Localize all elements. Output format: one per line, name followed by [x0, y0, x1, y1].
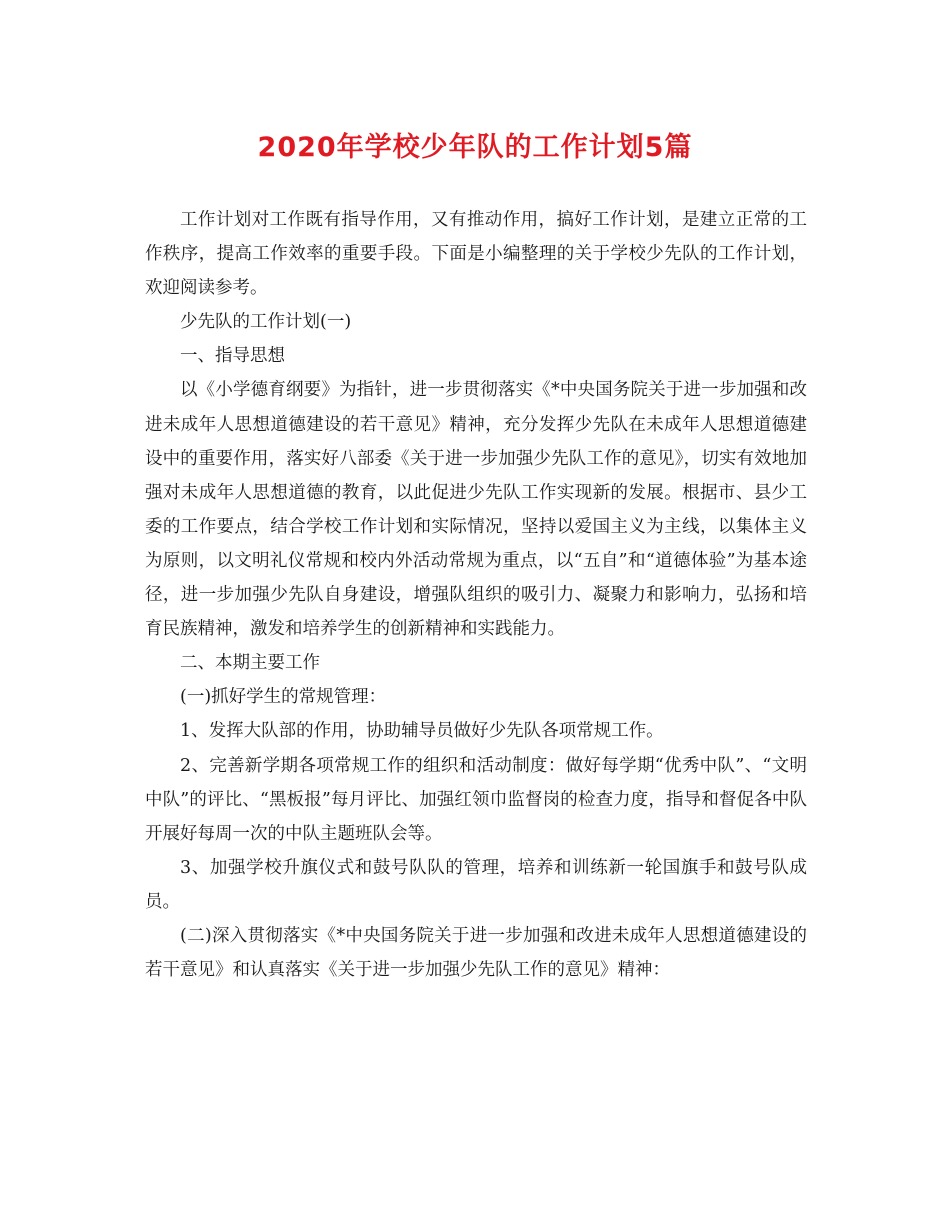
paragraph-item-1: 1、发挥大队部的作用，协助辅导员做好少先队各项常规工作。 [180, 721, 664, 742]
paragraph-intro: 工作计划对工作既有指导作用，又有推动作用，搞好工作计划，是建立正常的工作秩序，提高工作效率的重要手段。下面是小编整理的关于学校少先队的工作计划，欢迎阅读参考。 [145, 210, 807, 299]
paragraph-subheading-implement: (二)深入贯彻落实《*中央国务院关于进一步加强和改进未成年人思想道德建设的若干意见》和认真落实《关于进一步加强少先队工作的意见》精神： [145, 925, 807, 981]
document-body [145, 203, 807, 987]
document-title: 2020年学校少年队的工作计划5篇 [257, 132, 693, 163]
paragraph-heading-main-work: 二、本期主要工作 [180, 653, 320, 674]
paragraph-item-3: 3、加强学校升旗仪式和鼓号队队的管理，培养和训练新一轮国旗手和鼓号队成员。 [145, 857, 807, 912]
paragraph-item-2: 2、完善新学期各项常规工作的组织和活动制度：做好每学期“优秀中队”、“文明中队”的评比、“黑板报”每月评比、加强红领巾监督岗的检查力度，指导和督促各中队开展好每周一次的中队主题班队会等。 [145, 755, 807, 844]
paragraph-guiding-thought: 以《小学德育纲要》为指针，进一步贯彻落实《*中央国务院关于进一步加强和改进未成年人思想道德建设的若干意见》精神，充分发挥少先队在未成年人思想道德建设中的重要作用，落实好八部委《关于进一步加强少先队工作的意见》，切实有效地加强对未成年人思想道德的教育，以此促进少先队工作实现新的发展。根据市、县少工委的工作要点，结合学校工作计划和实际情况，坚持以爱国主义为主线，以集体主义为原则，以文明礼仪常规和校内外活动常规为重点，以“五自”和“道德体验”为基本途径，进一步加强少先队自身建设，增强队组织的吸引力、凝聚力和影响力，弘扬和培育民族精神，激发和培养学生的创新精神和实践能力。 [145, 380, 807, 640]
paragraph-heading-guiding-thought: 一、指导思想 [180, 346, 285, 367]
paragraph-section-heading: 少先队的工作计划(一) [180, 312, 352, 333]
paragraph-subheading-routine: (一)抓好学生的常规管理： [180, 687, 387, 708]
